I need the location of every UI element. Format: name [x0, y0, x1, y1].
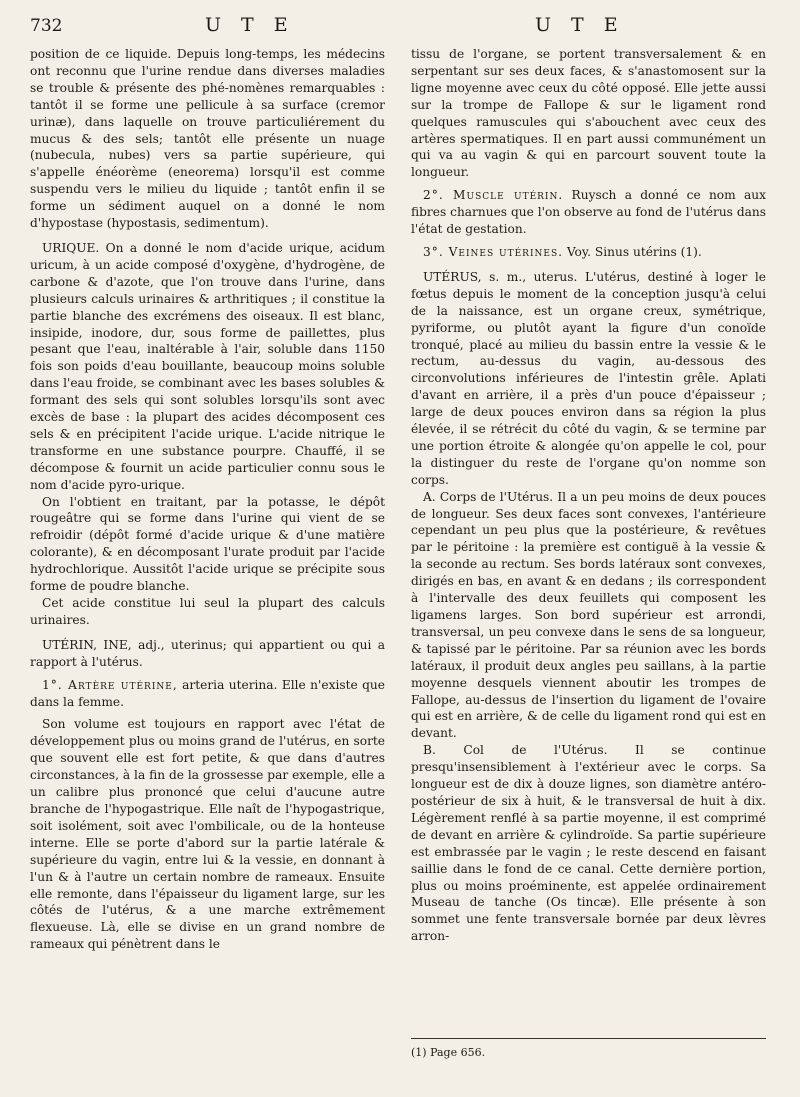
left-column: [30, 46, 385, 953]
veines-uterines-text: Voy. Sinus utérins (1).: [566, 244, 702, 259]
artere-uterine-text: arteria uterina. Elle n'existe que dans la femme.: [30, 677, 385, 709]
paragraph-urique-calculs: Cet acide constitue lui seul la plupart des calculs urinaires.: [30, 596, 385, 627]
right-running-head: U T E: [535, 14, 625, 36]
paragraph-muscle-uterin: [411, 187, 766, 238]
muscle-uterin-label: 2°. Muscle utérin.: [423, 188, 564, 203]
paragraph-col-uterus: B. Col de l'Utérus. Il se continue presqu'insensiblement à l'extérieur avec le corps. Sa longueur est de dix à douze lignes, son diamètre antéro-postérieur de six à huit, & le transversal de huit à dix. Légèrement renflé à sa partie moyenne, il est comprimé de devant en arrière & cylindroïde. Sa partie supérieure est embrassée par le vagin ; le reste descend en faisant saillie dans le fond de ce canal. Cette dernière portion, plus ou moins proéminente, est appelée ordinairement Museau de tanche (Os tincæ). Elle présente à son sommet une fente transversale bornée par deux lèvres arron-: [411, 743, 766, 944]
paragraph-veines-uterines: [411, 244, 766, 261]
muscle-uterin-text: Ruysch a donné ce nom aux fibres charnues que l'on observe au fond de l'utérus dans l'état de gestation.: [411, 188, 766, 237]
entry-urique: URIQUE. On a donné le nom d'acide urique, acidum uricum, à un acide composé d'oxygène, d'hydrogène, de carbone & d'azote, que l'on trouve dans l'urine, dans plusieurs calculs urinaires & arthritiques ; il constitue la partie blanche des excrémens des oiseaux. Il est blanc, insipide, inodore, dur, sous forme de paillettes, plus pesant que l'eau, inaltérable à l'air, soluble dans 1150 fois son poids d'eau bouillante, beaucoup moins soluble dans l'eau froide, se combinant avec les bases solubles & formant des sels qui sont solubles lorsqu'ils sont avec excès de base : la plupart des acides décomposent ces sels & en précipitent l'acide urique. L'acide nitrique le transforme en une substance pourpre. Chauffé, il se décompose & fournit un acide particulier connu sous le nom d'acide pyro-urique.: [30, 240, 385, 492]
paragraph-urique-obtaining: On l'obtient en traitant, par la potasse, le dépôt rougeâtre qui se forme dans l'urine qui vient de se refroidir (dépôt formé d'acide urique & d'une matière colorante), & en décomposant l'urate produit par l'acide hydrochlorique. Aussitôt l'acide urique se précipite sous forme de poudre blanche.: [30, 494, 385, 594]
left-running-head: U T E: [205, 14, 295, 36]
footnote: (1) Page 656.: [411, 1046, 486, 1059]
paragraph-urine-deposits: position de ce liquide. Depuis long-temps, les médecins ont reconnu que l'urine rendue dans diverses maladies se trouble & présente des phé-nomènes remarquables : tantôt il se forme une pellicule à sa surface (cremor urinæ), dans laquelle on trouve particuliérement du mucus & des sels; tantôt elle présente un nuage (nubecula, nubes) vers sa partie supérieure, qui s'appelle énéorème (eneorema) lorsqu'il est comme suspendu vers le milieu du liquide ; tantôt enfin il se forme un sédiment auquel on a donné le nom d'hypostase (hypostasis, sedimentum).: [30, 47, 385, 231]
entry-uterus: UTÉRUS, s. m., uterus. L'utérus, destiné à loger le fœtus depuis le moment de la conception jusqu'à celui de la naissance, est un organe creux, symétrique, pyriforme, ou plutôt ayant la figure d'un conoïde tronqué, placé au milieu du bassin entre la vessie & le rectum, au-dessus du vagin, au-dessous des circonvolutions inférieures de l'intestin grêle. Aplati d'avant en arrière, il a près d'un pouce d'épaisseur ; large de deux pouces environ dans sa région la plus élevée, il se rétrécit du côté du vagin, & se termine par une portion étroite & alongée qu'on appelle le col, pour la distinguer du reste de l'organe qu'on nomme son corps.: [411, 269, 766, 487]
paragraph-artere-volume: Son volume est toujours en rapport avec l'état de développement plus ou moins grand de l'utérus, en sorte que souvent elle est fort petite, & que dans d'autres circonstances, à la fin de la grossesse par exemple, elle a un calibre plus prononcé que celui d'aucune autre branche de l'hypogastrique. Elle naît de l'hypogastrique, soit isolément, soit avec l'ombilicale, ou de la honteuse interne. Elle se porte d'abord sur la partie latérale & supérieure du vagin, entre lui & la vessie, en donnant à l'un & à l'autre un certain nombre de rameaux. Ensuite elle remonte, dans l'épaisseur du ligament large, sur les côtés de l'utérus, & a une marche extrêmement flexueuse. Là, elle se divise en un grand nombre de rameaux qui pénètrent dans le: [30, 717, 385, 952]
running-header: [0, 14, 800, 44]
entry-uterin: UTÉRIN, INE, adj., uterinus; qui appartient ou qui a rapport à l'utérus.: [30, 637, 385, 669]
paragraph-artere-continued: tissu de l'organe, se portent transversalement & en serpentant sur ses deux faces, & s'anastomosent sur la ligne moyenne avec ceux du côté opposé. Elle jette aussi sur la trompe de Fallope & sur le ligament rond quelques ramuscules qui s'abouchent avec ceux des artères spermatiques. Il en part aussi communément un qui va au vagin & qui en parcourt souvent toute la longueur.: [411, 47, 766, 180]
artere-uterine-label: 1°. Artère utérine,: [42, 677, 178, 692]
paragraph-corps-uterus: A. Corps de l'Utérus. Il a un peu moins de deux pouces de longueur. Ses deux faces sont convexes, l'antérieure cependant un peu plus que la postérieure, & revêtues par le péritoine : la première est contiguë à la vessie & la seconde au rectum. Ses bords latéraux sont convexes, dirigés en bas, en avant & en dedans ; ils correspondent à l'intervalle des deux feuillets qui composent les ligamens larges. Son bord supérieur est arrondi, transversal, un peu convexe dans le sens de sa longueur, & tapissé par le péritoine. Par sa réunion avec les bords latéraux, il produit deux angles peu saillans, à la partie moyenne desquels viennent aboutir les trompes de Fallope, au-dessus de l'insertion du ligament de l'ovaire qui est en arrière, & de celle du ligament rond qui est en devant.: [411, 489, 766, 741]
right-column: [411, 46, 766, 945]
page-number: 732: [30, 16, 63, 36]
footnote-rule: [411, 1038, 766, 1039]
veines-uterines-label: 3°. Veines utérines.: [423, 244, 563, 259]
paragraph-artere-uterine: [30, 677, 385, 711]
